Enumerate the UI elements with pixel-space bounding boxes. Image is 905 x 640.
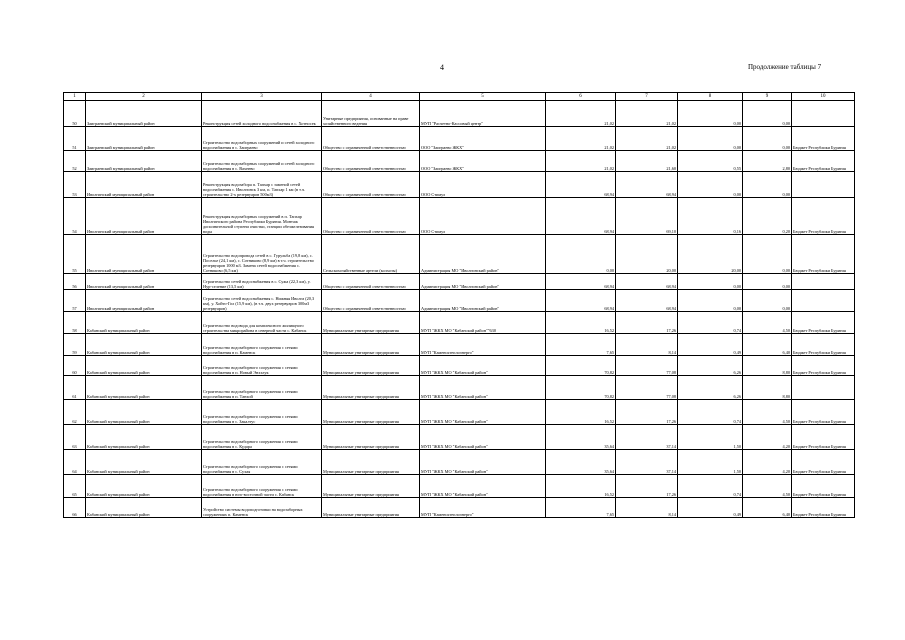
funding-source-cell: Бюджет Республики Бурятия: [792, 425, 855, 450]
col-header-4: 4: [322, 93, 420, 101]
col-header-7: 7: [616, 93, 678, 101]
project-cell: Строительство водозаборного сооружения с сетями водоснабжения в п. Танхой: [202, 376, 322, 400]
project-cell: Строительство водозаборного сооружения с сетями водоснабжения в с. Сухая: [202, 450, 322, 475]
row-number: 53: [64, 172, 86, 198]
project-cell: Строительство водозаборного сооружения с сетями водоснабжения в с. Закалтус: [202, 400, 322, 425]
table-row: [64, 356, 855, 376]
value-col-9: 6,40: [743, 334, 792, 356]
value-col-9: 0,00: [743, 172, 792, 198]
value-col-7: 8,14: [616, 498, 678, 518]
project-cell: Строительство водозаборных сооружений и сетей холодного водоснабжения в с. Вахнево: [202, 151, 322, 172]
value-col-9: 0,00: [743, 235, 792, 274]
value-col-9: 0,00: [743, 127, 792, 151]
district-cell: Кабанский муниципальный район: [86, 334, 202, 356]
value-col-6: 68,94: [546, 274, 616, 290]
value-col-6: 68,94: [546, 172, 616, 198]
funding-source-cell: [792, 290, 855, 312]
table-row: [64, 425, 855, 450]
organization-cell: ООО "Заиграево ЖКХ": [420, 127, 546, 151]
funding-source-cell: Бюджет Республики Бурятия: [792, 334, 855, 356]
district-cell: Иволгинский муниципальный район: [86, 172, 202, 198]
organization-cell: МУП "ЖКХ МО "Кабанский район": [420, 400, 546, 425]
value-col-7: 77,08: [616, 376, 678, 400]
value-col-8: 0,49: [678, 334, 743, 356]
value-col-6: 21,02: [546, 101, 616, 127]
value-col-8: 20,00: [678, 235, 743, 274]
district-cell: Заиграевский муниципальный район: [86, 151, 202, 172]
org-type-cell: Общество с ограниченной ответственностью: [322, 172, 420, 198]
funding-source-cell: [792, 172, 855, 198]
district-cell: Кабанский муниципальный район: [86, 498, 202, 518]
row-number: 52: [64, 151, 86, 172]
organization-cell: МУП "ЖКХ МО "Кабанский район": [420, 450, 546, 475]
district-cell: Кабанский муниципальный район: [86, 376, 202, 400]
row-number: 65: [64, 475, 86, 498]
organization-cell: ООО Стимул: [420, 198, 546, 235]
value-col-8: 1,50: [678, 450, 743, 475]
org-type-cell: Общество с ограниченной ответственностью: [322, 127, 420, 151]
value-col-6: 16,52: [546, 400, 616, 425]
org-type-cell: Муниципальные унитарные предприятия: [322, 334, 420, 356]
row-number: 63: [64, 425, 86, 450]
col-header-2: 2: [86, 93, 202, 101]
value-col-8: 0,74: [678, 475, 743, 498]
value-col-7: 21,60: [616, 151, 678, 172]
value-col-9: 0,00: [743, 290, 792, 312]
organization-cell: МУП "ЖКХ МО "Кабанский район": [420, 356, 546, 376]
project-cell: Реконструкция водозаборных сооружений в п. Тапхар Иволгинского района Республики Бурятия. Монтаж дополнительной ступени очистки, станции обезжелезивания воды: [202, 198, 322, 235]
org-type-cell: Муниципальные унитарные предприятия: [322, 312, 420, 334]
project-cell: Строительство водопровода сетей в с. Гурульба (19,8 км), с. Поселье (24,1 км), с. Сотниково (8,9 км) в т.ч. строительство резервуаров 1000 м3. Замена сетей водоснабжения с. Сотниково (6,5 км): [202, 235, 322, 274]
funding-source-cell: [792, 376, 855, 400]
value-col-9: 4,50: [743, 475, 792, 498]
district-cell: Заиграевский муниципальный район: [86, 101, 202, 127]
org-type-cell: Унитарные предприятия, основанные на праве хозяйственного ведения: [322, 101, 420, 127]
value-col-8: 0,74: [678, 312, 743, 334]
org-type-cell: Общество с ограниченной ответственностью: [322, 274, 420, 290]
district-cell: Кабанский муниципальный район: [86, 450, 202, 475]
org-type-cell: Общество с ограниченной ответственностью: [322, 151, 420, 172]
table-row: [64, 498, 855, 518]
value-col-6: 68,94: [546, 290, 616, 312]
table-row: [64, 151, 855, 172]
funding-source-cell: Бюджет Республики Бурятия: [792, 400, 855, 425]
project-cell: Строительство сетей водоснабжения в с. Сужа (22,3 км), у. Нур-селение (13,5 км): [202, 274, 322, 290]
value-col-6: 70,82: [546, 376, 616, 400]
table-row: [64, 376, 855, 400]
col-header-1: 1: [64, 93, 86, 101]
value-col-9: 0,00: [743, 101, 792, 127]
org-type-cell: Муниципальные унитарные предприятия: [322, 356, 420, 376]
value-col-7: 68,94: [616, 172, 678, 198]
value-col-9: 6,40: [743, 498, 792, 518]
funding-source-cell: [792, 274, 855, 290]
data-table: [63, 92, 855, 518]
project-cell: Устройство системы водоподготовки на водозаборных сооружениях п. Каменск: [202, 498, 322, 518]
value-col-6: 7,65: [546, 334, 616, 356]
value-col-7: 69,10: [616, 198, 678, 235]
value-col-8: 0,00: [678, 101, 743, 127]
value-col-9: 4,20: [743, 450, 792, 475]
value-col-7: 21,02: [616, 127, 678, 151]
funding-source-cell: Бюджет Республики Бурятия: [792, 127, 855, 151]
value-col-7: 17,26: [616, 312, 678, 334]
value-col-9: 0,00: [743, 274, 792, 290]
value-col-9: 0,20: [743, 198, 792, 235]
org-type-cell: Муниципальные унитарные предприятия: [322, 475, 420, 498]
district-cell: Иволгинский муниципальный район: [86, 290, 202, 312]
row-number: 58: [64, 312, 86, 334]
organization-cell: Администрация МО "Иволгинский район": [420, 274, 546, 290]
col-header-9: 9: [743, 93, 792, 101]
table-row: [64, 400, 855, 425]
org-type-cell: Муниципальные унитарные предприятия: [322, 400, 420, 425]
value-col-7: 68,94: [616, 290, 678, 312]
organization-cell: Администрация МО "Иволгинский район": [420, 235, 546, 274]
row-number: 59: [64, 334, 86, 356]
value-col-6: 21,02: [546, 127, 616, 151]
table-body: [64, 101, 855, 518]
row-number: 54: [64, 198, 86, 235]
value-col-8: 0,16: [678, 198, 743, 235]
header-row: [64, 93, 855, 101]
value-col-6: 0,00: [546, 235, 616, 274]
value-col-7: 77,08: [616, 356, 678, 376]
project-cell: Строительство водозаборного сооружения с сетями водоснабжения в юго-восточной части с. Кабанск: [202, 475, 322, 498]
value-col-8: 0,49: [678, 498, 743, 518]
value-col-7: 68,94: [616, 274, 678, 290]
value-col-7: 8,14: [616, 334, 678, 356]
project-cell: Строительство водозаборных сооружений и сетей холодного водоснабжения в с. Заиграево: [202, 127, 322, 151]
col-header-3: 3: [202, 93, 322, 101]
funding-source-cell: Бюджет Республики Бурятия: [792, 198, 855, 235]
value-col-9: 2,80: [743, 151, 792, 172]
table-row: [64, 235, 855, 274]
value-col-6: 35,64: [546, 425, 616, 450]
value-col-6: 16,52: [546, 475, 616, 498]
col-header-5: 5: [420, 93, 546, 101]
organization-cell: ООО Стимул: [420, 172, 546, 198]
value-col-8: 1,50: [678, 425, 743, 450]
value-col-6: 21,02: [546, 151, 616, 172]
table-row: [64, 312, 855, 334]
project-cell: Строительство водозаборного сооружения с сетями водоснабжения в с. Кудара: [202, 425, 322, 450]
project-cell: Строительство водозаборного сооружения с сетями водоснабжения в п. Каменск: [202, 334, 322, 356]
funding-source-cell: Бюджет Республики Бурятия: [792, 151, 855, 172]
value-col-6: 16,52: [546, 312, 616, 334]
project-cell: Строительство водозаборного сооружения с сетями водоснабжения в п. Новый Энхэлук: [202, 356, 322, 376]
org-type-cell: Муниципальные унитарные предприятия: [322, 425, 420, 450]
table-continuation-label: Продолжение таблицы 7: [748, 63, 822, 71]
organization-cell: МУП "Каменсктеплоэнерго": [420, 334, 546, 356]
value-col-9: 8,80: [743, 356, 792, 376]
value-col-6: 7,65: [546, 498, 616, 518]
value-col-9: 4,50: [743, 312, 792, 334]
district-cell: Заиграевский муниципальный район: [86, 127, 202, 151]
district-cell: Иволгинский муниципальный район: [86, 235, 202, 274]
col-header-10: 10: [792, 93, 855, 101]
funding-source-cell: Бюджет Республики Бурятия: [792, 498, 855, 518]
value-col-8: 6,26: [678, 376, 743, 400]
district-cell: Кабанский муниципальный район: [86, 312, 202, 334]
row-number: 57: [64, 290, 86, 312]
organization-cell: МУП "ЖКХ МО "Кабанский район": [420, 376, 546, 400]
row-number: 66: [64, 498, 86, 518]
value-col-8: 0,00: [678, 127, 743, 151]
project-cell: Строительство сетей водоснабжения с. Нижняя Иволга (20,3 км), у. Хойто-Гол (15,9 км), (в т.ч. двух резервуаров 300м3 резервуаров): [202, 290, 322, 312]
page-number: 4: [440, 63, 444, 72]
district-cell: Кабанский муниципальный район: [86, 400, 202, 425]
funding-source-cell: Бюджет Республики Бурятия: [792, 312, 855, 334]
table-row: [64, 274, 855, 290]
district-cell: Кабанский муниципальный район: [86, 356, 202, 376]
value-col-7: 20,00: [616, 235, 678, 274]
value-col-8: 6,26: [678, 356, 743, 376]
table-row: [64, 450, 855, 475]
org-type-cell: Муниципальные унитарные предприятия: [322, 450, 420, 475]
value-col-9: 8,80: [743, 376, 792, 400]
project-cell: Реконструкция водозабора п. Тапхар с заменой сетей водоснабжения с. Иволгинск 3 км, п. Тапхар 1 км (в т.ч. строительство 2-х резервуаров 500м3): [202, 172, 322, 198]
row-number: 62: [64, 400, 86, 425]
value-col-8: 0,00: [678, 274, 743, 290]
organization-cell: МУП "Расчетно-Кассовый центр": [420, 101, 546, 127]
table-row: [64, 334, 855, 356]
funding-source-cell: Бюджет Республики Бурятия: [792, 475, 855, 498]
district-cell: Кабанский муниципальный район: [86, 475, 202, 498]
funding-source-cell: Бюджет Республики Бурятия: [792, 356, 855, 376]
table-row: [64, 172, 855, 198]
org-type-cell: Общество с ограниченной ответственностью: [322, 290, 420, 312]
funding-source-cell: Бюджет Республики Бурятия: [792, 450, 855, 475]
row-number: 64: [64, 450, 86, 475]
table-row: [64, 290, 855, 312]
organization-cell: МУП "Каменсктеплоэнерго": [420, 498, 546, 518]
value-col-7: 17,26: [616, 400, 678, 425]
value-col-8: 0,55: [678, 151, 743, 172]
org-type-cell: Общество с ограниченной ответственностью: [322, 198, 420, 235]
table-row: [64, 101, 855, 127]
value-col-8: 0,00: [678, 172, 743, 198]
row-number: 61: [64, 376, 86, 400]
funding-source-cell: Бюджет Республики Бурятия: [792, 235, 855, 274]
project-cell: Реконструкция сетей холодного водоснабжения в с. Хотносек: [202, 101, 322, 127]
organization-cell: МУП "ЖКХ МО "Кабанский район": [420, 475, 546, 498]
project-cell: Строительство водовода для комплексного жилищного строительства микрорайона в северной части с. Кабанск: [202, 312, 322, 334]
table-row: [64, 198, 855, 235]
value-col-7: 17,26: [616, 475, 678, 498]
value-col-9: 4,20: [743, 425, 792, 450]
value-col-7: 21,02: [616, 101, 678, 127]
value-col-7: 37,14: [616, 425, 678, 450]
row-number: 55: [64, 235, 86, 274]
value-col-6: 35,64: [546, 450, 616, 475]
org-type-cell: Муниципальные унитарные предприятия: [322, 376, 420, 400]
row-number: 60: [64, 356, 86, 376]
district-cell: Кабанский муниципальный район: [86, 425, 202, 450]
value-col-9: 4,50: [743, 400, 792, 425]
table-row: [64, 127, 855, 151]
col-header-8: 8: [678, 93, 743, 101]
org-type-cell: Муниципальные унитарные предприятия: [322, 498, 420, 518]
district-cell: Иволгинский муниципальный район: [86, 198, 202, 235]
funding-source-cell: [792, 101, 855, 127]
value-col-8: 0,00: [678, 290, 743, 312]
row-number: 56: [64, 274, 86, 290]
value-col-6: 68,94: [546, 198, 616, 235]
organization-cell: Администрация МО "Иволгинский район": [420, 290, 546, 312]
row-number: 51: [64, 127, 86, 151]
organization-cell: ООО "Заиграево ЖКХ": [420, 151, 546, 172]
table-row: [64, 475, 855, 498]
org-type-cell: Сельскохозяйственные артели (колхозы): [322, 235, 420, 274]
col-header-6: 6: [546, 93, 616, 101]
organization-cell: МУП "ЖКХ МО "Кабанский район": [420, 425, 546, 450]
value-col-8: 0,74: [678, 400, 743, 425]
value-col-7: 37,14: [616, 450, 678, 475]
organization-cell: МУП "ЖКХ МО "Кабанский район""630: [420, 312, 546, 334]
row-number: 50: [64, 101, 86, 127]
value-col-6: 70,82: [546, 356, 616, 376]
district-cell: Иволгинский муниципальный район: [86, 274, 202, 290]
